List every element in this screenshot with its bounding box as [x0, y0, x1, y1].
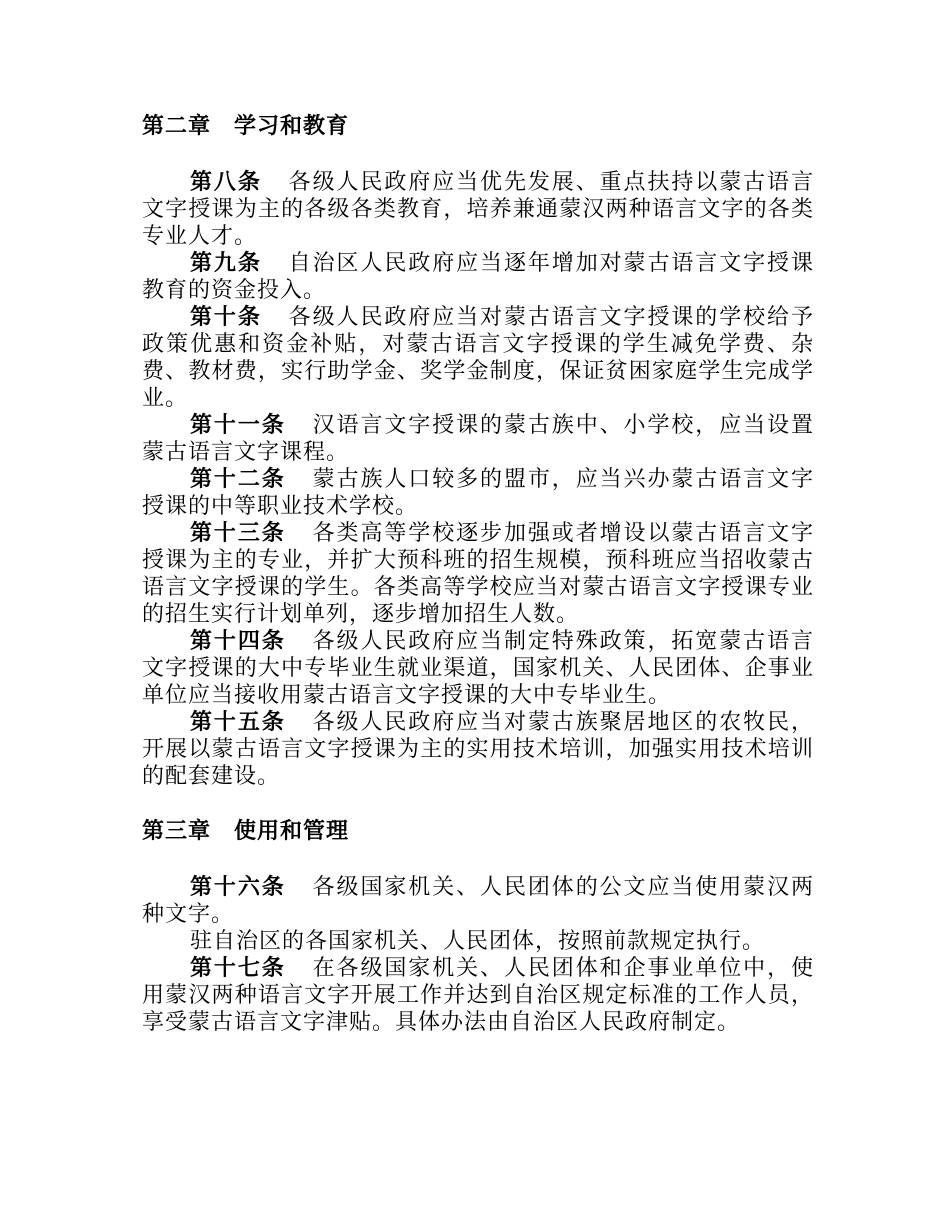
article-text: 各类高等学校逐步加强或者增设以蒙古语言文字授课为主的专业，并扩大预科班的招生规模，预科班应当招收蒙古语言文字授课的学生。各类高等学校应当对蒙古语言文字授课专业的招生实行计划单列，逐步增加招生人数。 [142, 521, 814, 627]
article-number: 第八条 [190, 170, 262, 195]
article-number: 第十五条 [190, 710, 286, 735]
article-text: 在各级国家机关、人民团体和企事业单位中，使用蒙汉两种语言文字开展工作并达到自治区规定标准的工作人员，享受蒙古语言文字津贴。具体办法由自治区人民政府制定。 [142, 956, 814, 1035]
article-13 [142, 520, 814, 628]
article-16-paragraph-2: 驻自治区的各国家机关、人民团体，按照前款规定执行。 [190, 929, 766, 954]
article-text: 各级人民政府应当优先发展、重点扶持以蒙古语言文字授课为主的各级各类教育，培养兼通蒙汉两种语言文字的各类专业人才。 [142, 170, 814, 249]
article-number: 第十一条 [190, 413, 286, 438]
article-number: 第十四条 [190, 629, 286, 654]
article-text: 蒙古族人口较多的盟市，应当兴办蒙古语言文字授课的中等职业技术学校。 [142, 467, 814, 519]
article-number: 第十三条 [190, 521, 286, 546]
article-text: 各级国家机关、人民团体的公文应当使用蒙汉两种文字。 [142, 875, 814, 927]
chapter-2-title: 第二章 学习和教育 [142, 114, 350, 139]
article-17 [142, 955, 814, 1036]
article-11 [142, 412, 814, 466]
article-number: 第十二条 [190, 467, 286, 492]
article-15 [142, 709, 814, 790]
article-number: 第九条 [190, 251, 262, 276]
article-number: 第十条 [190, 305, 262, 330]
article-9 [142, 250, 814, 304]
article-12 [142, 466, 814, 520]
article-text: 汉语言文字授课的蒙古族中、小学校，应当设置蒙古语言文字课程。 [142, 413, 814, 465]
chapter-3-title: 第三章 使用和管理 [142, 819, 350, 844]
article-number: 第十六条 [190, 875, 286, 900]
article-16 [142, 874, 814, 928]
article-text: 各级人民政府应当制定特殊政策，拓宽蒙古语言文字授课的大中专毕业生就业渠道，国家机关、人民团体、企事业单位应当接收用蒙古语言文字授课的大中专毕业生。 [142, 629, 814, 708]
article-14 [142, 628, 814, 709]
article-text: 各级人民政府应当对蒙古语言文字授课的学校给予政策优惠和资金补贴，对蒙古语言文字授课的学生减免学费、杂费、教材费，实行助学金、奖学金制度，保证贫困家庭学生完成学业。 [142, 305, 814, 411]
document-body [142, 112, 814, 1036]
article-text: 自治区人民政府应当逐年增加对蒙古语言文字授课教育的资金投入。 [142, 251, 814, 303]
article-8 [142, 169, 814, 250]
article-10 [142, 304, 814, 412]
article-text: 各级人民政府应当对蒙古族聚居地区的农牧民，开展以蒙古语言文字授课为主的实用技术培训，加强实用技术培训的配套建设。 [142, 710, 814, 789]
article-number: 第十七条 [190, 956, 286, 981]
